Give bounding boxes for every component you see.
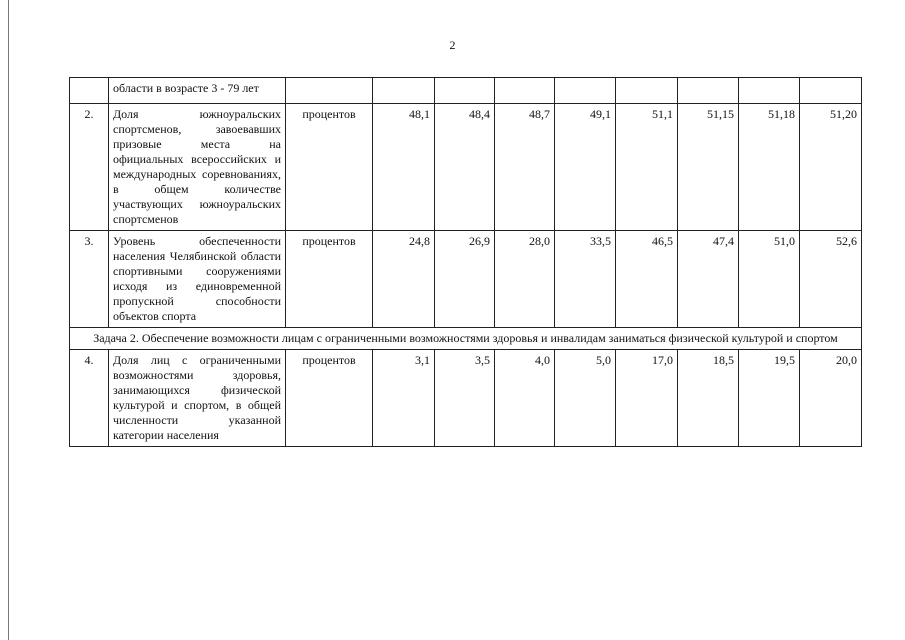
table-row	[70, 231, 862, 328]
table-row	[70, 104, 862, 231]
value-cell: 49,1	[555, 104, 616, 231]
table-row	[70, 350, 862, 447]
unit-cell: процентов	[286, 350, 373, 447]
indicator-description: Уровень обеспеченности населения Челябинской области спортивными сооружениями исходя из единовременной пропускной способности объектов спорта	[109, 231, 286, 328]
value-cell	[739, 78, 800, 104]
task-header-row	[70, 328, 862, 350]
value-cell	[495, 78, 555, 104]
value-cell	[555, 78, 616, 104]
value-cell	[678, 78, 739, 104]
value-cell: 48,4	[435, 104, 495, 231]
indicator-description: Доля лиц с ограниченными возможностями здоровья, занимающихся физической культурой и спортом, в общей численности указанной категории населения	[109, 350, 286, 447]
value-cell: 24,8	[373, 231, 435, 328]
task-header: Задача 2. Обеспечение возможности лицам с ограниченными возможностями здоровья и инвалидам заниматься физической культурой и спортом	[70, 328, 862, 350]
page-number: 2	[449, 38, 456, 52]
unit-cell: процентов	[286, 104, 373, 231]
value-cell: 28,0	[495, 231, 555, 328]
value-cell: 51,1	[616, 104, 678, 231]
value-cell: 48,1	[373, 104, 435, 231]
description-cell: области в возрасте 3 - 79 лет	[109, 78, 286, 104]
num-cell	[70, 78, 109, 104]
value-cell: 33,5	[555, 231, 616, 328]
value-cell: 51,18	[739, 104, 800, 231]
value-cell	[800, 78, 862, 104]
value-cell: 51,15	[678, 104, 739, 231]
value-cell: 17,0	[616, 350, 678, 447]
value-cell: 18,5	[678, 350, 739, 447]
value-cell: 19,5	[739, 350, 800, 447]
value-cell: 4,0	[495, 350, 555, 447]
row-number: 3.	[70, 231, 109, 328]
value-cell: 46,5	[616, 231, 678, 328]
table-row-continuation	[70, 78, 862, 104]
indicator-description: Доля южноуральских спортсменов, завоевавших призовые места на официальных всероссийских и международных соревнованиях, в общем количестве участвующих южноуральских спортсменов	[109, 104, 286, 231]
value-cell: 48,7	[495, 104, 555, 231]
value-cell: 5,0	[555, 350, 616, 447]
value-cell: 51,0	[739, 231, 800, 328]
value-cell: 51,20	[800, 104, 862, 231]
indicators-table	[69, 77, 862, 447]
value-cell: 52,6	[800, 231, 862, 328]
value-cell	[435, 78, 495, 104]
unit-cell	[286, 78, 373, 104]
value-cell: 3,1	[373, 350, 435, 447]
value-cell: 26,9	[435, 231, 495, 328]
row-number: 2.	[70, 104, 109, 231]
unit-cell: процентов	[286, 231, 373, 328]
value-cell: 20,0	[800, 350, 862, 447]
left-margin-rule	[8, 0, 9, 640]
row-number: 4.	[70, 350, 109, 447]
value-cell: 47,4	[678, 231, 739, 328]
value-cell	[616, 78, 678, 104]
value-cell: 3,5	[435, 350, 495, 447]
value-cell	[373, 78, 435, 104]
